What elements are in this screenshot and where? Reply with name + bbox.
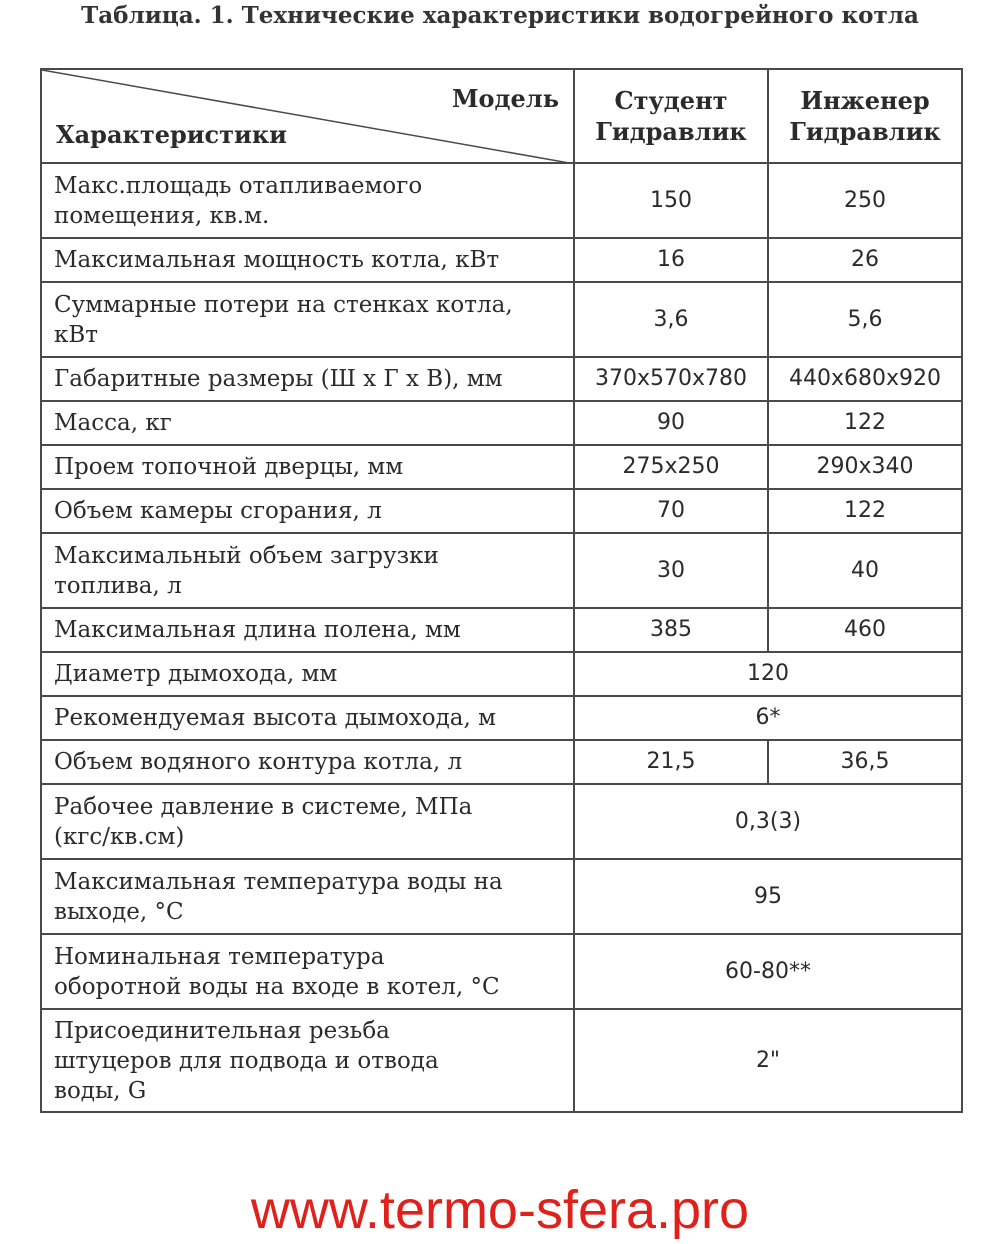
row-label [41,652,574,696]
row-label-line: Номинальная температура [54,943,385,970]
row-label-line: Объем водяного контура котла, л [54,749,463,775]
row-label [41,1009,574,1112]
engineer-value: 26 [768,238,962,282]
row-label-line: Диаметр дымохода, мм [54,661,338,687]
row-label [41,163,574,238]
header-engineer-line2: Гидравлик [789,117,941,146]
table-row [41,696,962,740]
row-label-line: Рекомендуемая высота дымохода, м [54,705,497,731]
common-value: 0,3(3) [574,784,962,859]
row-label-line: топлива, л [54,572,182,599]
row-label-line: оборотной воды на входе в котел, °С [54,973,500,1000]
engineer-value: 40 [768,533,962,608]
table-header-row [41,69,962,163]
table-row [41,533,962,608]
table-row [41,282,962,357]
student-value: 370х570х780 [574,357,768,401]
common-value: 120 [574,652,962,696]
row-label-line: Масса, кг [54,410,172,436]
student-value: 21,5 [574,740,768,784]
table-row [41,784,962,859]
table-row [41,163,962,238]
student-value: 30 [574,533,768,608]
student-value: 150 [574,163,768,238]
row-label-line: Максимальная длина полена, мм [54,617,461,643]
row-label [41,282,574,357]
row-label [41,489,574,533]
student-value: 3,6 [574,282,768,357]
row-label-line: Проем топочной дверцы, мм [54,454,404,480]
table-row [41,445,962,489]
header-corner-cell [41,69,574,163]
row-label [41,445,574,489]
engineer-value: 36,5 [768,740,962,784]
row-label [41,608,574,652]
row-label-line: Объем камеры сгорания, л [54,498,382,524]
row-label-line: Максимальный объем загрузки [54,542,439,569]
row-label-line: Максимальная мощность котла, кВт [54,247,500,273]
row-label [41,740,574,784]
engineer-value: 460 [768,608,962,652]
common-value: 6* [574,696,962,740]
table-row [41,859,962,934]
table-row [41,238,962,282]
common-value: 95 [574,859,962,934]
specifications-table [40,68,963,1113]
table-row [41,740,962,784]
student-value: 70 [574,489,768,533]
student-value: 90 [574,401,768,445]
row-label-line: кВт [54,321,99,348]
row-label-line: Максимальная температура воды на [54,868,503,895]
row-label-line: Присоединительная резьба [54,1017,390,1044]
row-label-line: (кгс/кв.см) [54,823,185,850]
engineer-value: 5,6 [768,282,962,357]
row-label [41,238,574,282]
table-row [41,489,962,533]
engineer-value: 250 [768,163,962,238]
table-row [41,1009,962,1112]
table-row [41,357,962,401]
header-student-hydraulic [574,69,768,163]
header-engineer-line1: Инженер [800,86,930,115]
row-label-line: штуцеров для подвода и отвода [54,1047,439,1074]
table-row [41,608,962,652]
model-header-label: Модель [451,84,559,113]
common-value: 2" [574,1009,962,1112]
student-value: 385 [574,608,768,652]
header-student-line2: Гидравлик [595,117,747,146]
row-label [41,533,574,608]
row-label [41,696,574,740]
row-label-line: Габаритные размеры (Ш х Г х В), мм [54,366,503,392]
table-caption: Таблица. 1. Технические характеристики водогрейного котла [81,2,919,29]
characteristics-header-label: Характеристики [56,120,287,149]
engineer-value: 290х340 [768,445,962,489]
row-label [41,859,574,934]
student-value: 275х250 [574,445,768,489]
row-label-line: воды, G [54,1077,147,1104]
engineer-value: 440х680х920 [768,357,962,401]
common-value: 60-80** [574,934,962,1009]
row-label-line: помещения, кв.м. [54,202,270,229]
table-row [41,401,962,445]
row-label-line: Макс.площадь отапливаемого [54,172,423,199]
row-label [41,784,574,859]
website-url: www.termo-sfera.pro [250,1180,750,1240]
engineer-value: 122 [768,489,962,533]
header-student-line1: Студент [614,86,728,115]
row-label [41,934,574,1009]
table-row [41,652,962,696]
student-value: 16 [574,238,768,282]
row-label [41,357,574,401]
table-row [41,934,962,1009]
header-engineer-hydraulic [768,69,962,163]
row-label [41,401,574,445]
engineer-value: 122 [768,401,962,445]
row-label-line: Рабочее давление в системе, МПа [54,793,473,820]
row-label-line: выходе, °С [54,898,184,925]
row-label-line: Суммарные потери на стенках котла, [54,291,513,318]
